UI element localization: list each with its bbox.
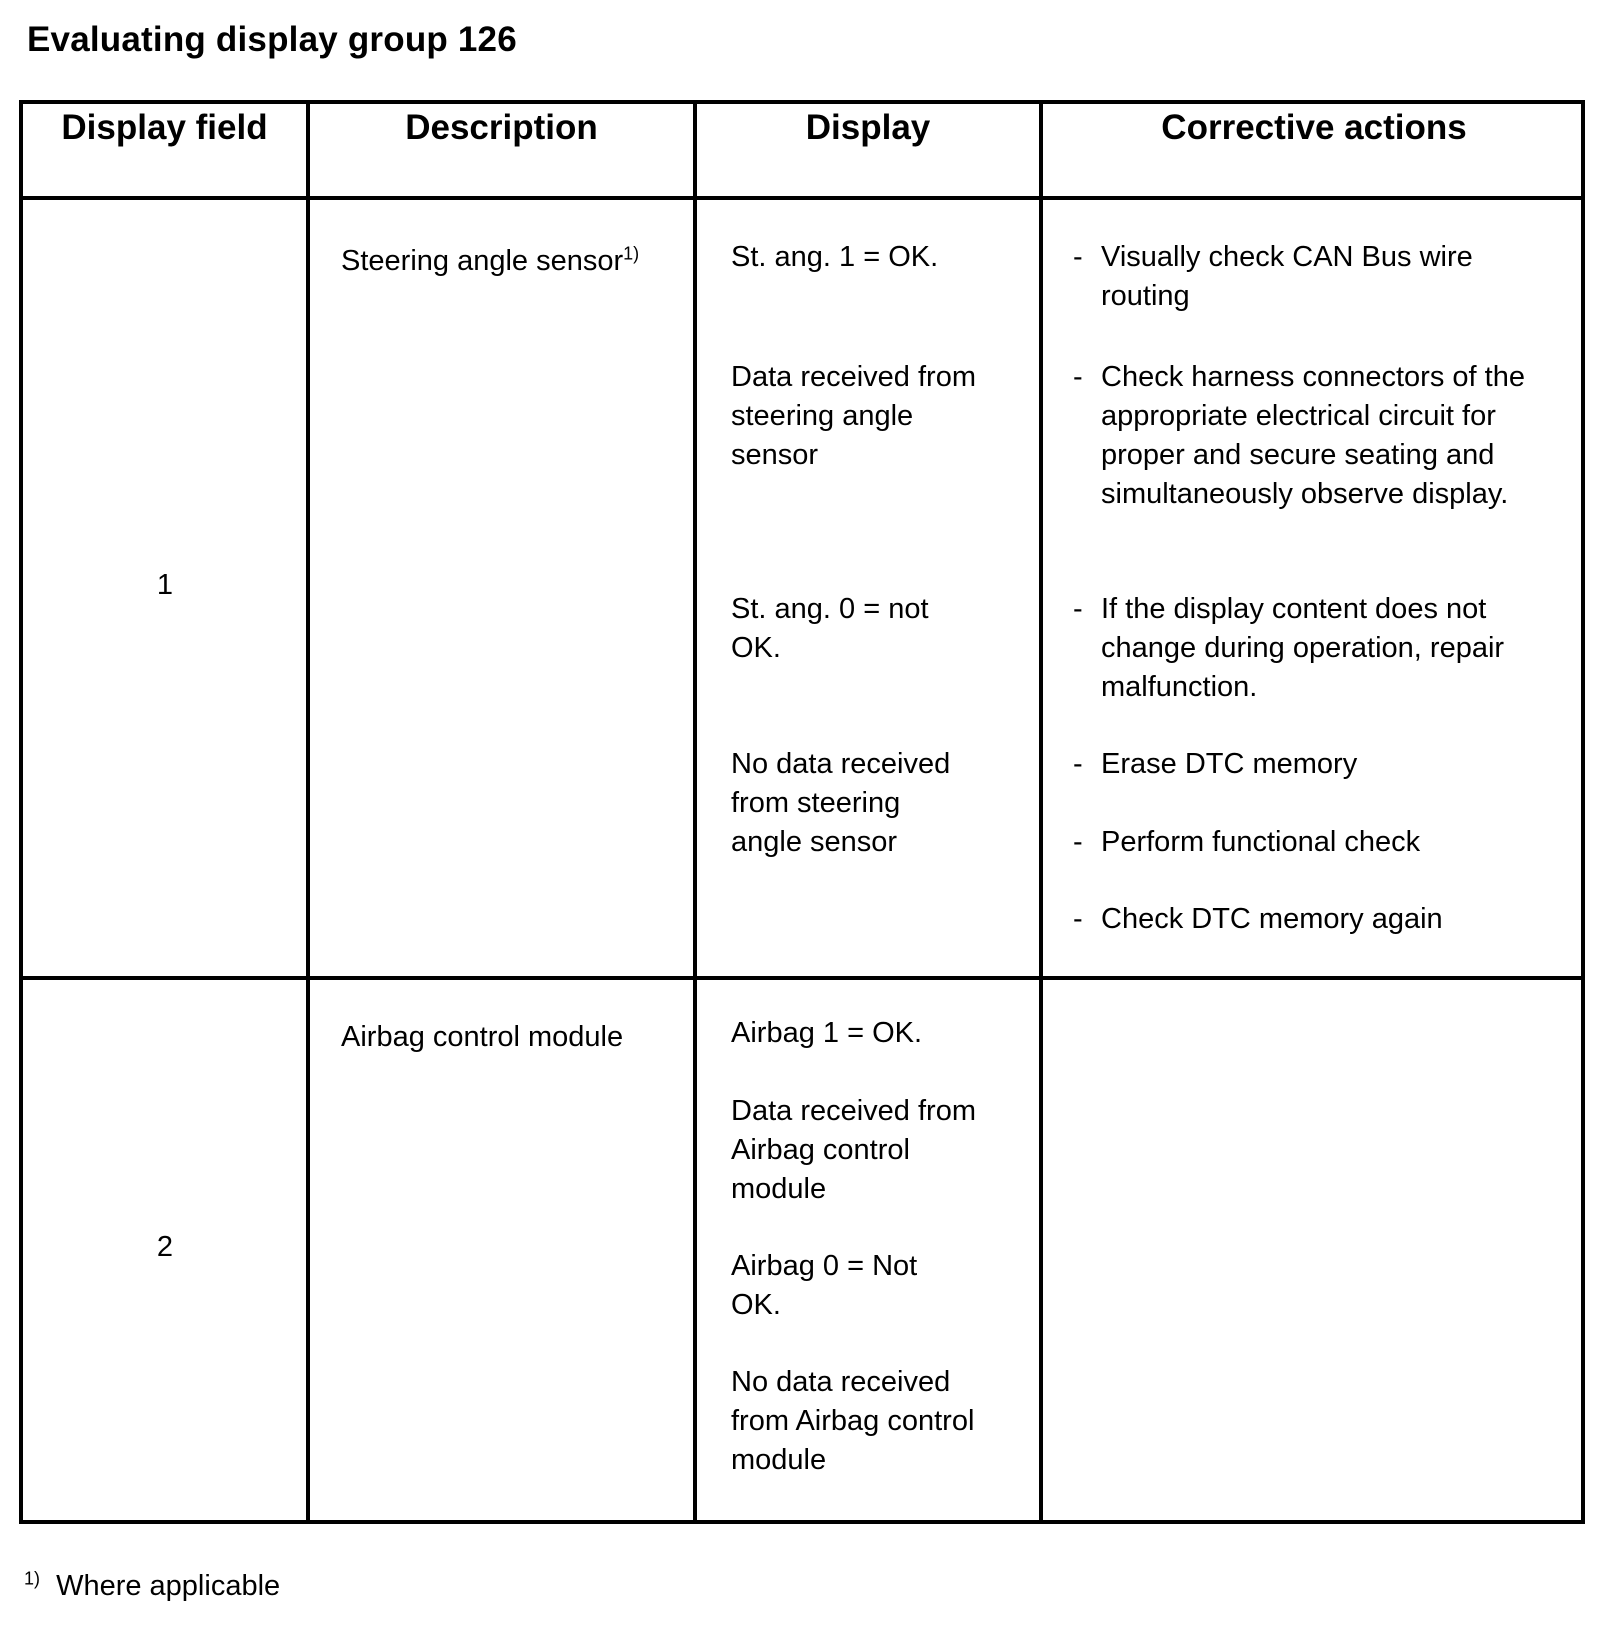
action-text: Perform functional check xyxy=(1101,826,1421,858)
display-value: St. ang. 1 = OK. xyxy=(731,241,939,273)
action-text: If the display content does not change during operation, repair malfunction. xyxy=(1101,593,1505,703)
bullet-dash: - xyxy=(1073,826,1083,858)
action-text: Erase DTC memory xyxy=(1101,748,1358,780)
header-display: Display xyxy=(805,108,931,147)
description-text: Airbag control module xyxy=(341,1021,624,1053)
page-title: Evaluating display group 126 xyxy=(27,20,517,59)
description-text xyxy=(341,242,639,281)
display-cell xyxy=(731,104,1031,976)
action-item xyxy=(1073,823,1543,862)
column-divider xyxy=(1039,104,1043,1520)
display-value: St. ang. 0 = not OK. xyxy=(731,593,929,664)
description-label: Steering angle sensor xyxy=(341,245,624,277)
bullet-dash: - xyxy=(1073,903,1083,935)
bullet-dash: - xyxy=(1073,593,1083,625)
action-item xyxy=(1073,590,1543,707)
footnote xyxy=(24,1570,280,1603)
display-value: Data received from Airbag control module xyxy=(731,1095,976,1205)
footnote-text: Where applicable xyxy=(56,1570,281,1602)
display-value: No data received from Airbag control module xyxy=(731,1366,975,1476)
display-field-number: 2 xyxy=(156,1231,174,1263)
bullet-dash: - xyxy=(1073,241,1083,273)
action-item xyxy=(1073,238,1543,316)
column-divider xyxy=(306,104,310,1520)
footnote-marker: 1) xyxy=(623,243,640,264)
action-text: Check DTC memory again xyxy=(1101,903,1443,935)
display-field-number: 1 xyxy=(156,569,174,601)
column-divider xyxy=(693,104,697,1520)
footnote-marker: 1) xyxy=(24,1568,41,1589)
header-corrective-actions: Corrective actions xyxy=(1161,108,1467,147)
bullet-dash: - xyxy=(1073,361,1083,393)
header-display-field: Display field xyxy=(61,108,268,147)
action-text: Visually check CAN Bus wire routing xyxy=(1101,241,1473,312)
display-value: No data received from steering angle sensor xyxy=(731,748,951,858)
display-cell xyxy=(731,980,1031,1524)
corrective-actions-cell xyxy=(1073,104,1583,976)
display-value: Data received from steering angle sensor xyxy=(731,361,976,471)
action-item xyxy=(1073,745,1543,784)
display-value: Airbag 0 = Not OK. xyxy=(731,1250,918,1321)
action-item xyxy=(1073,358,1543,514)
bullet-dash: - xyxy=(1073,748,1083,780)
display-value: Airbag 1 = OK. xyxy=(731,1017,923,1049)
action-item xyxy=(1073,900,1543,939)
action-text: Check harness connectors of the appropriate electrical circuit for proper and secure seating and simultaneously observe display. xyxy=(1101,361,1525,510)
corrective-actions-cell xyxy=(1073,980,1583,1524)
header-description: Description xyxy=(405,108,598,147)
evaluation-table xyxy=(19,100,1585,1524)
